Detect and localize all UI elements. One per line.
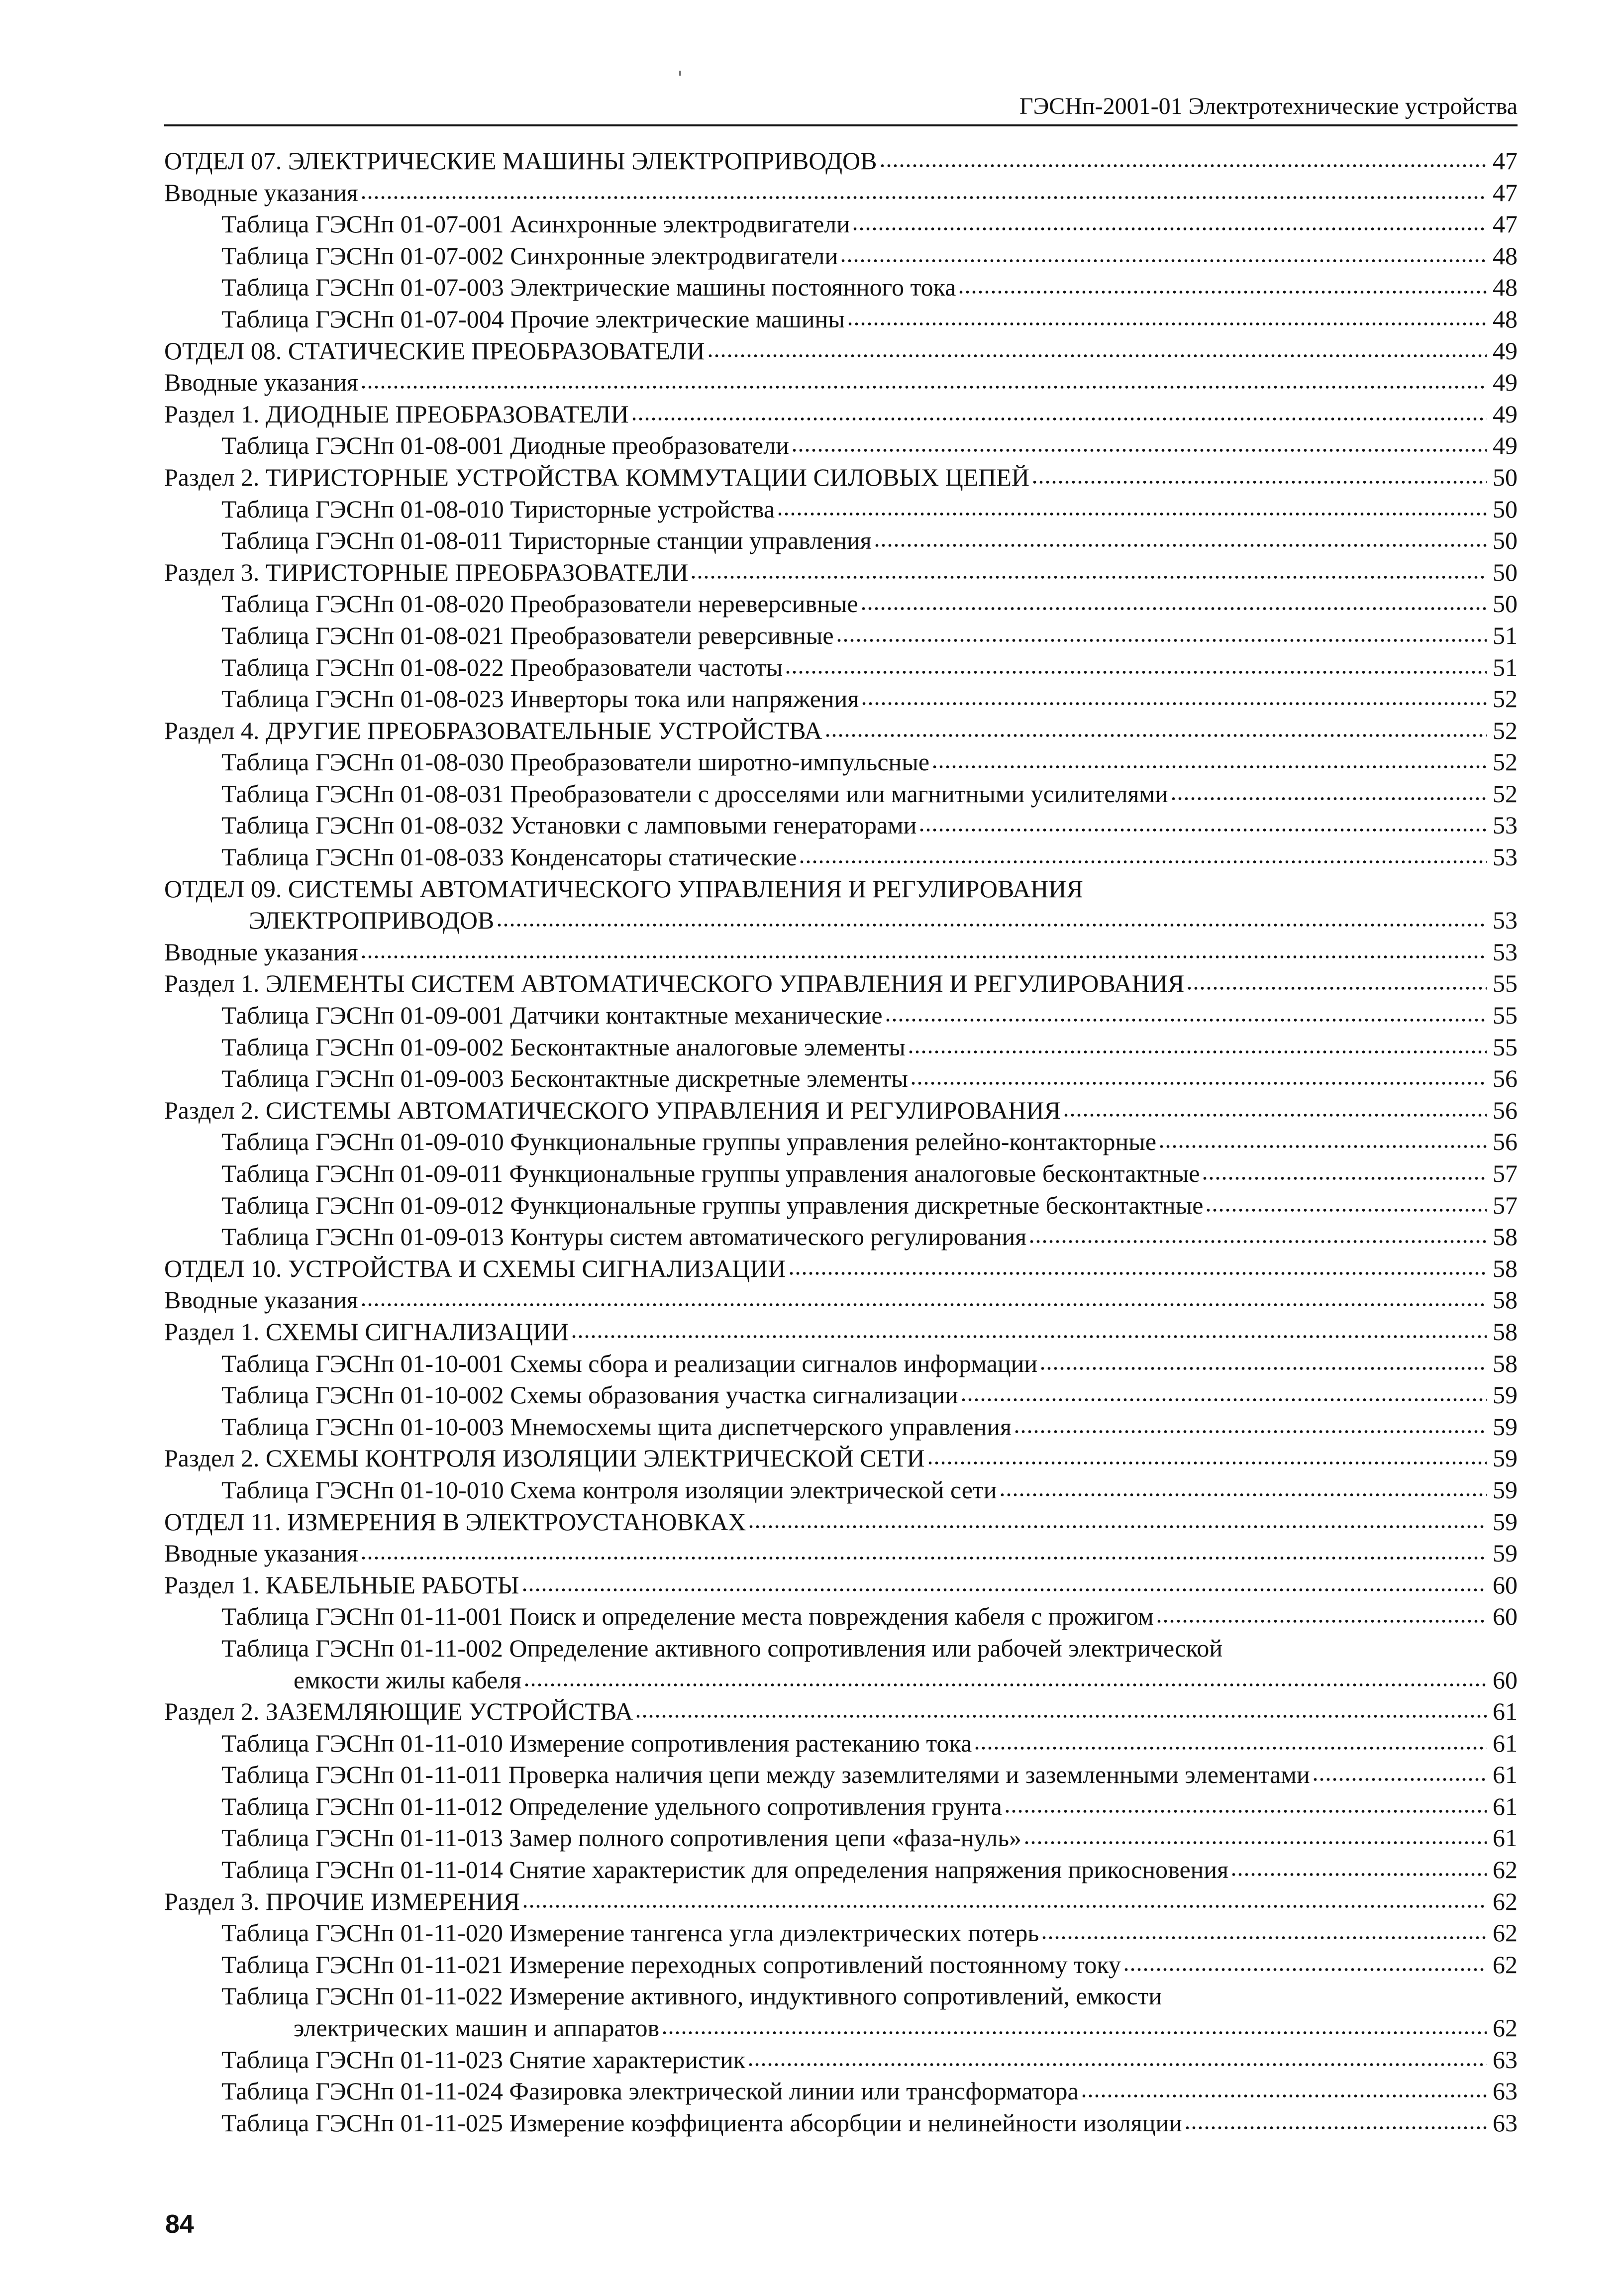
toc-entry-page: 63 [1493, 2045, 1518, 2074]
toc-entry-title: Раздел 1. КАБЕЛЬНЫЕ РАБОТЫ [164, 1570, 519, 1599]
header-title: ГЭСНп-2001-01 Электротехнические устройства [1019, 93, 1518, 119]
toc-entry-line [164, 1981, 1518, 2012]
toc-entry-title: Таблица ГЭСНп 01-08-011 Тиристорные станции управления [221, 526, 872, 555]
toc-entry-page: 61 [1493, 1761, 1518, 1789]
toc-entry-page: 61 [1493, 1792, 1518, 1820]
toc-entry-title: Таблица ГЭСНп 01-09-013 Контуры систем автоматического регулирования [221, 1223, 1027, 1251]
toc-entry[interactable] [164, 1601, 1518, 1633]
dot-leader [958, 289, 1487, 296]
dot-leader [690, 574, 1487, 581]
dot-leader [874, 542, 1487, 549]
toc-entry[interactable] [164, 2012, 1518, 2044]
toc-entry[interactable] [164, 1665, 1518, 1696]
toc-entry-page: 49 [1493, 400, 1518, 428]
toc-entry-title: Таблица ГЭСНп 01-11-020 Измерение тангенса угла диэлектрических потерь [221, 1919, 1039, 1947]
toc-entry[interactable] [164, 937, 1518, 968]
toc-entry[interactable] [164, 2107, 1518, 2139]
dot-leader [1041, 1934, 1487, 1941]
dot-leader [852, 225, 1487, 232]
toc-entry-page: 56 [1493, 1096, 1518, 1124]
dot-leader [496, 922, 1487, 929]
toc-entry-title: Раздел 2. ЗАЗЕМЛЯЮЩИЕ УСТРОЙСТВА [164, 1697, 633, 1726]
dot-leader [861, 700, 1487, 707]
dot-leader [1081, 2092, 1487, 2099]
toc-entry-page: 52 [1493, 779, 1518, 808]
toc-entry-title: Раздел 2. СИСТЕМЫ АВТОМАТИЧЕСКОГО УПРАВЛЕНИЯ И РЕГУЛИРОВАНИЯ [164, 1096, 1061, 1124]
toc-entry-page: 47 [1493, 147, 1518, 175]
toc-entry-page: 55 [1493, 969, 1518, 998]
dot-leader [1014, 1428, 1487, 1435]
toc-entry-title: Таблица ГЭСНп 01-08-033 Конденсаторы статические [221, 843, 797, 871]
toc-entry-title: Таблица ГЭСНп 01-07-004 Прочие электрические машины [221, 305, 845, 333]
dot-leader [1186, 985, 1487, 992]
toc-entry[interactable] [164, 209, 1518, 240]
dot-leader [1031, 479, 1487, 486]
toc-entry-title: Таблица ГЭСНп 01-11-002 Определение активного сопротивления или рабочей электрической [221, 1634, 1223, 1662]
toc-entry-page: 59 [1493, 1507, 1518, 1536]
toc-entry[interactable] [164, 2044, 1518, 2076]
toc-entry-title: Таблица ГЭСНп 01-08-023 Инверторы тока или напряжения [221, 685, 859, 713]
dot-leader [847, 320, 1487, 327]
page-number: 84 [165, 2210, 194, 2239]
toc-entry-title: Таблица ГЭСНп 01-10-003 Мнемосхемы щита диспетчерского управления [221, 1412, 1012, 1441]
toc-entry-title: Таблица ГЭСНп 01-08-022 Преобразователи частоты [221, 653, 783, 681]
toc-entry[interactable] [164, 1411, 1518, 1443]
toc-entry[interactable] [164, 1348, 1518, 1380]
dot-leader [707, 352, 1487, 359]
dot-leader [1202, 1175, 1487, 1182]
dot-leader [918, 827, 1487, 834]
dot-leader [799, 858, 1487, 865]
dot-leader [748, 1523, 1487, 1530]
toc-entry[interactable] [164, 1443, 1518, 1474]
dot-leader [747, 2061, 1487, 2068]
dot-leader [910, 1080, 1487, 1087]
toc-entry-page: 56 [1493, 1064, 1518, 1093]
toc-entry-page: 50 [1493, 495, 1518, 523]
toc-entry-page: 47 [1493, 210, 1518, 238]
toc-entry-title: Таблица ГЭСНп 01-08-030 Преобразователи широтно-импульсные [221, 748, 930, 776]
toc-entry[interactable] [164, 1063, 1518, 1095]
toc-entry-title: Вводные указания [164, 178, 358, 207]
toc-entry[interactable] [164, 588, 1518, 620]
toc-entry[interactable] [164, 1190, 1518, 1222]
toc-entry-title: Таблица ГЭСНп 01-08-010 Тиристорные устройства [221, 495, 775, 523]
toc-entry-page: 60 [1493, 1570, 1518, 1599]
toc-entry-page: 55 [1493, 1001, 1518, 1030]
toc-entry[interactable] [164, 841, 1518, 873]
toc-entry[interactable] [164, 1949, 1518, 1981]
toc-entry-title: Вводные указания [164, 938, 358, 966]
toc-entry-title: Таблица ГЭСНп 01-09-012 Функциональные группы управления дискретные бесконтактные [221, 1191, 1204, 1219]
toc-entry-page: 53 [1493, 938, 1518, 966]
dot-leader [908, 1048, 1487, 1055]
toc-entry-page: 63 [1493, 2077, 1518, 2105]
toc-entry-title: Таблица ГЭСНп 01-10-001 Схемы сбора и реализации сигналов информации [221, 1349, 1038, 1377]
dot-leader [788, 1270, 1487, 1277]
toc-entry-title: Таблица ГЭСНп 01-07-003 Электрические машины постоянного тока [221, 273, 956, 302]
dot-leader [824, 732, 1487, 739]
toc-entry-title: ОТДЕЛ 11. ИЗМЕРЕНИЯ В ЭЛЕКТРОУСТАНОВКАХ [164, 1507, 746, 1536]
toc-entry[interactable] [164, 240, 1518, 272]
toc-entry-page: 50 [1493, 590, 1518, 618]
toc-entry-page: 47 [1493, 178, 1518, 207]
toc-entry-title: Таблица ГЭСНп 01-10-002 Схемы образования участка сигнализации [221, 1381, 958, 1409]
toc-entry-title: Раздел 3. ТИРИСТОРНЫЕ ПРЕОБРАЗОВАТЕЛИ [164, 558, 689, 586]
toc-entry-title: Таблица ГЭСНп 01-11-010 Измерение сопротивления растеканию тока [221, 1729, 972, 1757]
toc-entry[interactable] [164, 367, 1518, 399]
toc-entry-page: 58 [1493, 1349, 1518, 1377]
toc-entry[interactable] [164, 177, 1518, 209]
toc-entry[interactable] [164, 746, 1518, 778]
toc-entry-page: 62 [1493, 1887, 1518, 1915]
dot-leader [927, 1460, 1487, 1466]
toc-entry-page: 49 [1493, 368, 1518, 397]
toc-entry-page: 50 [1493, 526, 1518, 555]
dot-leader [521, 1586, 1487, 1593]
toc-entry-title: Таблица ГЭСНп 01-11-023 Снятие характеристик [221, 2045, 746, 2074]
toc-entry[interactable] [164, 1284, 1518, 1316]
toc-entry-title: Раздел 2. СХЕМЫ КОНТРОЛЯ ИЗОЛЯЦИИ ЭЛЕКТРИЧЕСКОЙ СЕТИ [164, 1444, 925, 1472]
toc-entry-page: 59 [1493, 1381, 1518, 1409]
toc-entry-page: 48 [1493, 305, 1518, 333]
dot-leader [1004, 1808, 1487, 1815]
toc-entry[interactable] [164, 620, 1518, 652]
toc-entry-title: Раздел 2. ТИРИСТОРНЫЕ УСТРОЙСТВА КОММУТАЦИИ СИЛОВЫХ ЦЕПЕЙ [164, 463, 1029, 491]
toc-entry-title: Таблица ГЭСНп 01-08-032 Установки с ламповыми генераторами [221, 811, 917, 839]
toc-entry[interactable] [164, 905, 1518, 937]
toc-entry-title: Раздел 3. ПРОЧИЕ ИЗМЕРЕНИЯ [164, 1887, 520, 1915]
toc-entry-title: Таблица ГЭСНп 01-07-001 Асинхронные электродвигатели [221, 210, 850, 238]
toc-entry-page: 60 [1493, 1602, 1518, 1631]
toc-entry-title: Вводные указания [164, 1286, 358, 1314]
toc-entry-line [164, 1633, 1518, 1665]
toc-entry-title: Таблица ГЭСНп 01-08-021 Преобразователи реверсивные [221, 621, 834, 649]
dot-leader [1158, 1143, 1487, 1150]
dot-leader [1205, 1207, 1487, 1214]
toc-entry-page: 50 [1493, 558, 1518, 586]
toc-entry[interactable] [164, 715, 1518, 747]
dot-leader [879, 162, 1487, 169]
dot-leader [1170, 795, 1487, 802]
toc-entry[interactable] [164, 335, 1518, 367]
toc-entry-page: 51 [1493, 621, 1518, 649]
toc-entry[interactable] [164, 304, 1518, 335]
dot-leader [885, 1017, 1487, 1024]
toc-entry[interactable] [164, 1506, 1518, 1538]
toc-entry[interactable] [164, 652, 1518, 684]
dot-leader [840, 257, 1487, 264]
toc-entry[interactable] [164, 1379, 1518, 1411]
toc-entry-title: Таблица ГЭСНп 01-09-010 Функциональные группы управления релейно-контакторные [221, 1128, 1157, 1156]
toc-entry[interactable] [164, 1126, 1518, 1158]
toc-entry-title: Таблица ГЭСНп 01-11-022 Измерение активного, индуктивного сопротивлений, емкости [221, 1982, 1162, 2010]
toc-entry-page: 59 [1493, 1539, 1518, 1567]
toc-entry-page: 57 [1493, 1191, 1518, 1219]
toc-entry-title: Таблица ГЭСНп 01-10-010 Схема контроля изоляции электрической сети [221, 1475, 997, 1504]
dot-leader [791, 447, 1487, 454]
toc-entry-title: Таблица ГЭСНп 01-11-021 Измерение переходных сопротивлений постоянному току [221, 1950, 1121, 1979]
toc-entry-page: 57 [1493, 1159, 1518, 1187]
dot-leader [1156, 1618, 1487, 1625]
toc-entry-page: 61 [1493, 1824, 1518, 1852]
toc-entry-page: 51 [1493, 653, 1518, 681]
dot-leader [571, 1333, 1487, 1340]
toc-entry-title: Таблица ГЭСНп 01-09-011 Функциональные группы управления аналоговые бесконтактные [221, 1159, 1200, 1187]
toc-entry-title: ОТДЕЛ 10. УСТРОЙСТВА И СХЕМЫ СИГНАЛИЗАЦИИ [164, 1254, 786, 1282]
toc-entry-title: Вводные указания [164, 1539, 358, 1567]
dot-leader [777, 511, 1487, 518]
toc-entry-page: 62 [1493, 2014, 1518, 2042]
toc-entry-page: 58 [1493, 1254, 1518, 1282]
toc-entry[interactable] [164, 1221, 1518, 1253]
toc-entry-page: 59 [1493, 1412, 1518, 1441]
toc-entry-page: 59 [1493, 1444, 1518, 1472]
toc-entry-page: 53 [1493, 811, 1518, 839]
toc-entry[interactable] [164, 430, 1518, 462]
dot-leader [860, 605, 1487, 612]
dot-leader [785, 669, 1487, 676]
toc-entry-title: ОТДЕЛ 09. СИСТЕМЫ АВТОМАТИЧЕСКОГО УПРАВЛЕНИЯ И РЕГУЛИРОВАНИЯ [164, 874, 1083, 903]
toc-entry-title: Таблица ГЭСНп 01-08-031 Преобразователи с дросселями или магнитными усилителями [221, 779, 1168, 808]
toc-entry[interactable] [164, 1759, 1518, 1791]
toc-entry-page: 53 [1493, 906, 1518, 935]
toc-entry-page: 61 [1493, 1697, 1518, 1726]
dot-leader [960, 1396, 1487, 1403]
running-header [164, 85, 1518, 126]
toc-entry-page: 50 [1493, 463, 1518, 491]
dot-leader [522, 1903, 1487, 1910]
toc-entry-title: Таблица ГЭСНп 01-08-020 Преобразователи нереверсивные [221, 590, 858, 618]
toc-entry[interactable] [164, 494, 1518, 525]
toc-entry[interactable] [164, 1917, 1518, 1949]
dot-leader [999, 1491, 1487, 1498]
toc-entry-title: Таблица ГЭСНп 01-11-025 Измерение коэффициента абсорбции и нелинейности изоляции [221, 2108, 1182, 2137]
toc-entry-title: Вводные указания [164, 368, 358, 397]
dot-leader [1039, 1365, 1487, 1372]
toc-entry[interactable] [164, 1000, 1518, 1032]
scan-speck [679, 71, 681, 76]
toc-entry-page: 61 [1493, 1729, 1518, 1757]
toc-entry-title-continuation: емкости жилы кабеля [294, 1666, 522, 1694]
toc-entry[interactable] [164, 1032, 1518, 1063]
dot-leader [523, 1681, 1487, 1688]
toc-entry-title: Таблица ГЭСНп 01-11-012 Определение удельного сопротивления грунта [221, 1792, 1002, 1820]
toc-entry[interactable] [164, 525, 1518, 557]
toc-entry[interactable] [164, 1316, 1518, 1348]
toc-entry[interactable] [164, 1854, 1518, 1886]
toc-entry-page: 58 [1493, 1317, 1518, 1346]
toc-entry-title: Таблица ГЭСНп 01-11-024 Фазировка электрической линии или трансформатора [221, 2077, 1079, 2105]
toc-entry[interactable] [164, 462, 1518, 494]
toc-entry-title: ОТДЕЛ 08. СТАТИЧЕСКИЕ ПРЕОБРАЗОВАТЕЛИ [164, 336, 705, 365]
dot-leader [1023, 1839, 1487, 1846]
dot-leader [1312, 1776, 1487, 1783]
toc-entry-title: Раздел 1. ДИОДНЫЕ ПРЕОБРАЗОВАТЕЛИ [164, 400, 629, 428]
toc-entry[interactable] [164, 557, 1518, 589]
toc-entry-page: 49 [1493, 431, 1518, 460]
toc-entry-title-continuation: электрических машин и аппаратов [294, 2014, 660, 2042]
toc-entry-title: Таблица ГЭСНп 01-07-002 Синхронные электродвигатели [221, 241, 838, 270]
toc-entry-title: ОТДЕЛ 07. ЭЛЕКТРИЧЕСКИЕ МАШИНЫ ЭЛЕКТРОПРИВОДОВ [164, 147, 877, 175]
toc-entry-title: Таблица ГЭСНп 01-08-001 Диодные преобразователи [221, 431, 789, 460]
dot-leader [635, 1713, 1487, 1720]
toc-entry[interactable] [164, 145, 1518, 177]
toc-entry-title: Раздел 1. СХЕМЫ СИГНАЛИЗАЦИИ [164, 1317, 569, 1346]
toc-entry-title: Раздел 4. ДРУГИЕ ПРЕОБРАЗОВАТЕЛЬНЫЕ УСТРОЙСТВА [164, 716, 822, 744]
toc-entry[interactable] [164, 1728, 1518, 1760]
toc-entry[interactable] [164, 778, 1518, 810]
table-of-contents [164, 145, 1518, 2139]
toc-entry[interactable] [164, 810, 1518, 841]
dot-leader [836, 637, 1487, 644]
toc-entry-title: Таблица ГЭСНп 01-11-001 Поиск и определение места повреждения кабеля с прожигом [221, 1602, 1154, 1631]
toc-entry-title: Таблица ГЭСНп 01-09-001 Датчики контактные механические [221, 1001, 883, 1030]
toc-entry-page: 62 [1493, 1919, 1518, 1947]
toc-entry[interactable] [164, 1158, 1518, 1190]
dot-leader [1028, 1238, 1487, 1245]
toc-entry[interactable] [164, 1569, 1518, 1601]
toc-entry-title: Таблица ГЭСНп 01-09-003 Бесконтактные дискретные элементы [221, 1064, 908, 1093]
toc-entry-page: 59 [1493, 1475, 1518, 1504]
dot-leader [360, 384, 1487, 391]
dot-leader [631, 416, 1487, 422]
dot-leader [1230, 1871, 1487, 1878]
toc-entry-page: 58 [1493, 1286, 1518, 1314]
toc-entry[interactable] [164, 1886, 1518, 1918]
dot-leader [360, 194, 1487, 201]
toc-entry-title: Таблица ГЭСНп 01-11-011 Проверка наличия цепи между заземлителями и заземленными элементами [221, 1761, 1310, 1789]
toc-entry-page: 56 [1493, 1128, 1518, 1156]
dot-leader [931, 763, 1487, 770]
toc-entry-page: 55 [1493, 1033, 1518, 1061]
toc-entry[interactable] [164, 968, 1518, 1000]
toc-entry[interactable] [164, 1791, 1518, 1823]
toc-entry[interactable] [164, 399, 1518, 430]
toc-entry-page: 53 [1493, 843, 1518, 871]
toc-entry[interactable] [164, 1474, 1518, 1506]
toc-entry-page: 60 [1493, 1666, 1518, 1694]
dot-leader [1123, 1966, 1487, 1973]
toc-entry-page: 48 [1493, 241, 1518, 270]
toc-entry[interactable] [164, 1095, 1518, 1127]
toc-entry-page: 62 [1493, 1950, 1518, 1979]
toc-entry-page: 49 [1493, 336, 1518, 365]
toc-entry-title: Таблица ГЭСНп 01-11-014 Снятие характеристик для определения напряжения прикосновения [221, 1856, 1229, 1884]
toc-entry-page: 52 [1493, 685, 1518, 713]
dot-leader [1184, 2124, 1487, 2131]
toc-entry[interactable] [164, 1822, 1518, 1854]
dot-leader [974, 1745, 1487, 1752]
toc-entry-title: Раздел 1. ЭЛЕМЕНТЫ СИСТЕМ АВТОМАТИЧЕСКОГО УПРАВЛЕНИЯ И РЕГУЛИРОВАНИЯ [164, 969, 1185, 998]
toc-entry[interactable] [164, 272, 1518, 304]
toc-entry-page: 52 [1493, 716, 1518, 744]
toc-entry-title: Таблица ГЭСНп 01-11-013 Замер полного сопротивления цепи «фаза-нуль» [221, 1824, 1022, 1852]
toc-entry-title-continuation: ЭЛЕКТРОПРИВОДОВ [249, 906, 495, 935]
dot-leader [1063, 1112, 1487, 1119]
dot-leader [360, 1301, 1487, 1308]
toc-entry-page: 48 [1493, 273, 1518, 302]
toc-entry-page: 63 [1493, 2108, 1518, 2137]
toc-entry-page: 62 [1493, 1856, 1518, 1884]
toc-entry-page: 58 [1493, 1223, 1518, 1251]
dot-leader [360, 953, 1487, 960]
toc-entry[interactable] [164, 1253, 1518, 1285]
toc-entry-line [164, 873, 1518, 905]
toc-entry[interactable] [164, 1538, 1518, 1569]
dot-leader [360, 1555, 1487, 1562]
toc-entry[interactable] [164, 1696, 1518, 1728]
toc-entry[interactable] [164, 2076, 1518, 2107]
dot-leader [661, 2029, 1487, 2036]
toc-entry-title: Таблица ГЭСНп 01-09-002 Бесконтактные аналоговые элементы [221, 1033, 906, 1061]
toc-entry[interactable] [164, 683, 1518, 715]
toc-entry-page: 52 [1493, 748, 1518, 776]
